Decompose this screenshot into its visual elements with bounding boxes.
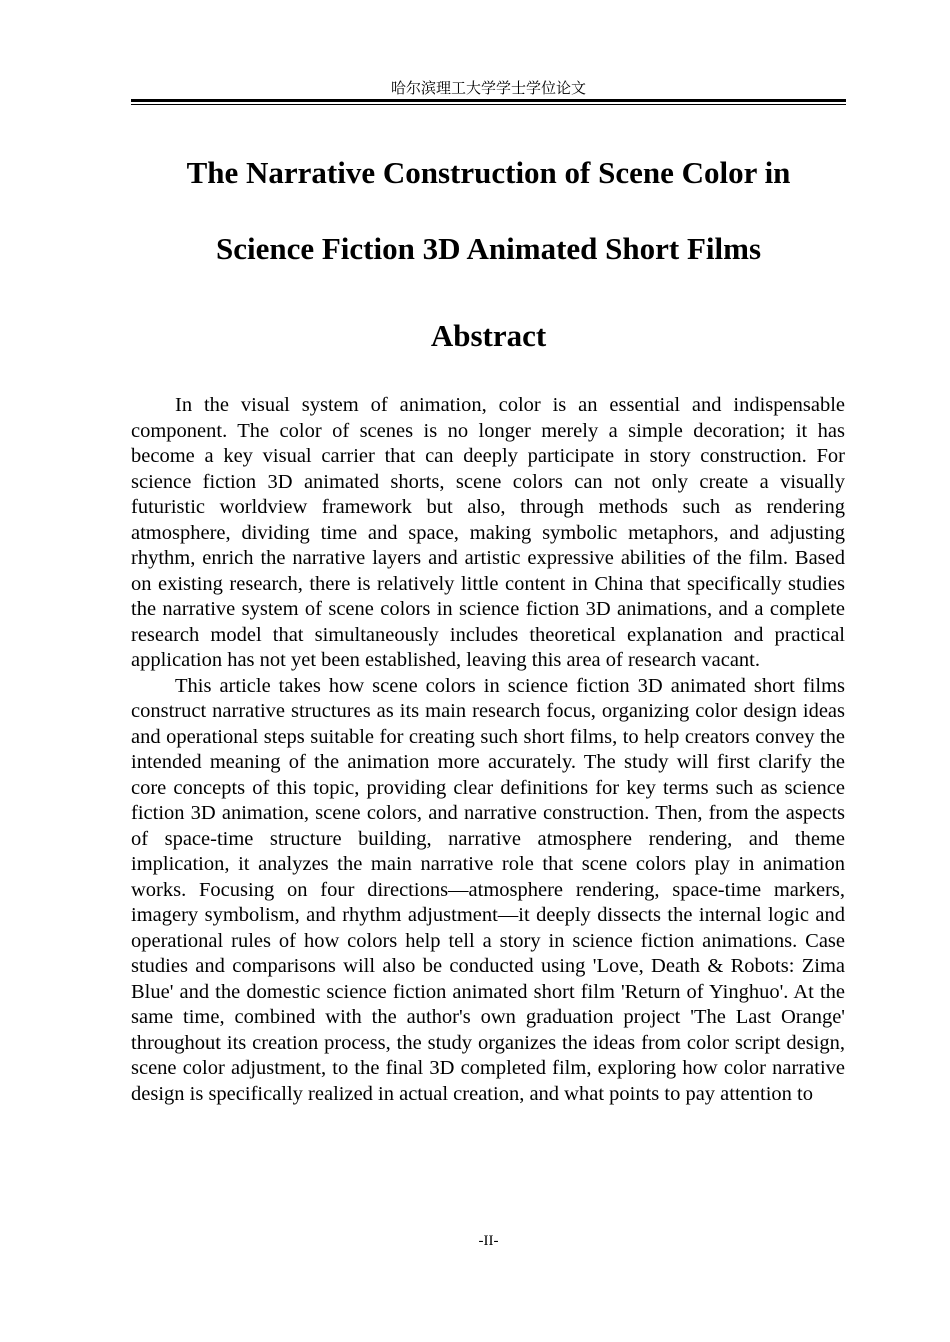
header-rule-thick xyxy=(131,99,846,102)
abstract-body xyxy=(131,393,845,1107)
abstract-paragraph-2: This article takes how scene colors in science fiction 3D animated short films construct narrative structures as its main research focus, organizing color design ideas and operational steps suitable for creating such short films, to help creators convey the intended meaning of the animation more accurately. The study will first clarify the core concepts of this topic, providing clear definitions for key terms such as science fiction 3D animation, scene colors, and narrative construction. Then, from the aspects of space-time structure building, narrative atmosphere rendering, and theme implication, it analyzes the main narrative role that scene colors play in animation works. Focusing on four directions—atmosphere rendering, space-time markers, imagery symbolism, and rhythm adjustment—it deeply dissects the internal logic and operational rules of how colors help tell a story in science fiction animations. Case studies and comparisons will also be conducted using 'Love, Death & Robots: Zima Blue' and the domestic science fiction animated short film 'Return of Yinghuo'. At the same time, combined with the author's own graduation project 'The Last Orange' throughout its creation process, the study organizes the ideas from color script design, scene color adjustment, to the final 3D completed film, exploring how color narrative design is specifically realized in actual creation, and what points to pay attention to xyxy=(131,674,845,1105)
running-header: 哈尔滨理工大学学士学位论文 xyxy=(390,79,586,97)
abstract-paragraph-1: In the visual system of animation, color is an essential and indispensable component. The color of scenes is no longer merely a simple decoration; it has become a key visual carrier that can deeply participate in story construction. For science fiction 3D animated shorts, scene colors can not only create a visually futuristic worldview framework but also, through methods such as rendering atmosphere, dividing time and space, making symbolic metaphors, and adjusting rhythm, enrich the narrative layers and artistic expressive abilities of the film. Based on existing research, there is relatively little content in China that specifically studies the narrative system of scene colors in science fiction 3D animations, and a complete research model that simultaneously includes theoretical explanation and practical application has not yet been established, leaving this area of research vacant. xyxy=(131,394,845,671)
header-rule-thin xyxy=(131,104,846,105)
abstract-heading: Abstract xyxy=(430,318,547,353)
thesis-title-line-1: The Narrative Construction of Scene Color in xyxy=(186,155,791,190)
thesis-title-line-2: Science Fiction 3D Animated Short Films xyxy=(215,231,762,266)
page-number: -II- xyxy=(478,1233,499,1249)
